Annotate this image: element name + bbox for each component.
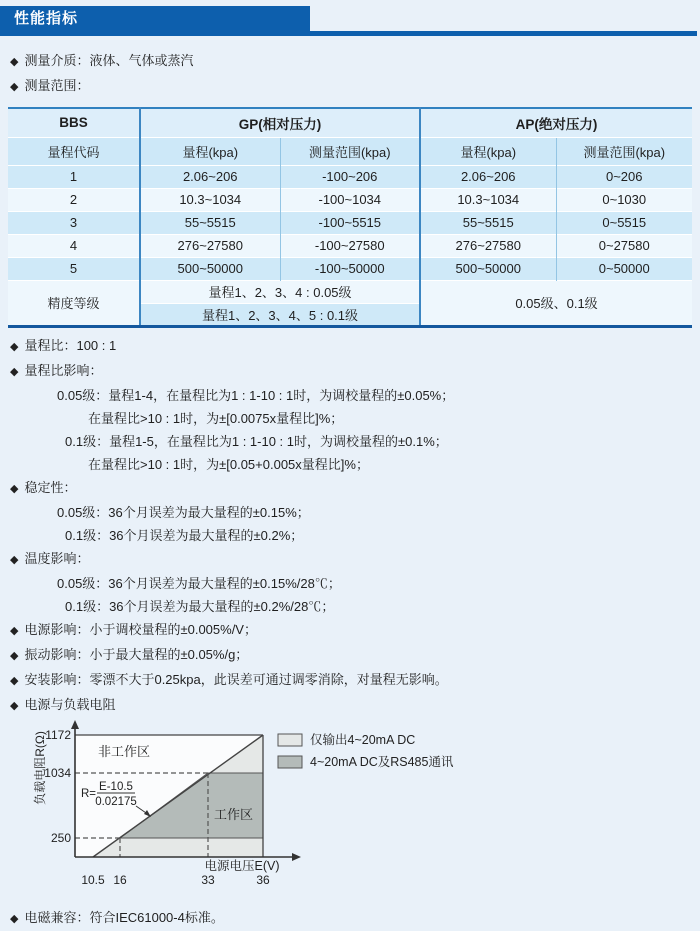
diamond-bullet-icon: ◆ <box>10 649 19 662</box>
legend-swatch-dark <box>278 756 302 768</box>
diamond-bullet-icon: ◆ <box>10 553 19 566</box>
sub-header: 测量范围(kpa) <box>280 137 420 165</box>
table-row <box>8 257 692 280</box>
accuracy-ap: 0.05级、0.1级 <box>420 280 692 326</box>
x-tick-16: 16 <box>113 872 127 887</box>
cell: -100~5515 <box>280 211 420 234</box>
cell: 2.06~206 <box>420 165 556 188</box>
table-row <box>8 165 692 188</box>
spec-text: 在量程比>10 : 1时，为±[0.05+0.005x量程比]%； <box>88 456 369 472</box>
y-tick-1034: 1034 <box>44 765 71 780</box>
x-axis-arrow-icon <box>292 853 301 861</box>
top-bullet-list <box>10 49 700 99</box>
page-title: 性能指标 <box>0 6 310 31</box>
spec-line <box>10 524 700 547</box>
spec-text: 测量范围： <box>24 78 90 93</box>
diamond-bullet-icon: ◆ <box>10 674 19 687</box>
spec-text: 电源影响：小于调校量程的±0.005%/V； <box>24 621 257 637</box>
spec-text: 振动影响：小于最大量程的±0.05%/g； <box>24 646 249 662</box>
cell: 500~50000 <box>140 257 280 280</box>
spec-text: 在量程比>10 : 1时，为±[0.0075x量程比]%； <box>88 410 344 426</box>
spec-line <box>10 547 700 572</box>
formula-denominator: 0.02175 <box>95 795 137 808</box>
legend-swatch-light <box>278 734 302 746</box>
formula-prefix: R= <box>81 787 97 800</box>
diamond-bullet-icon: ◆ <box>10 699 19 712</box>
spec-line <box>10 693 700 718</box>
sub-header: 测量范围(kpa) <box>556 137 692 165</box>
diamond-bullet-icon: ◆ <box>10 365 19 378</box>
spec-line <box>10 668 700 693</box>
spec-text: 稳定性： <box>24 479 77 495</box>
header-underline-strip <box>0 31 697 36</box>
spec-text: 量程比影响： <box>24 362 103 378</box>
cell: -100~50000 <box>280 257 420 280</box>
cell: 0~5515 <box>556 211 692 234</box>
legend-dark-label: 4~20mA DC及RS485通讯 <box>310 754 454 769</box>
spec-line <box>10 430 700 453</box>
spec-line <box>10 74 700 99</box>
cell: 0~50000 <box>556 257 692 280</box>
spec-text: 0.05级：36个月误差为最大量程的±0.15%/28℃； <box>57 575 341 591</box>
col-header-bbs: BBS <box>8 108 140 137</box>
accuracy-gp-line1: 量程1、2、3、4 : 0.05级 <box>140 280 420 303</box>
x-tick-10-5: 10.5 <box>81 872 105 887</box>
spec-line <box>10 643 700 668</box>
spec-text: 测量介质：液体、气体或蒸汽 <box>24 53 194 68</box>
footer-emc-line <box>10 906 700 931</box>
spec-text: 0.1级：36个月误差为最大量程的±0.2%； <box>65 527 304 543</box>
cell: 276~27580 <box>140 234 280 257</box>
cell: 55~5515 <box>140 211 280 234</box>
spec-line <box>10 49 700 74</box>
y-axis-label: 负载电阻R(Ω) <box>33 730 47 805</box>
formula-numerator: E-10.5 <box>99 780 133 793</box>
spec-line <box>10 359 700 384</box>
spec-line <box>10 407 700 430</box>
diamond-bullet-icon: ◆ <box>10 624 19 637</box>
spec-text: 安装影响：零漂不大于0.25kpa，此误差可通过调零消除，对量程无影响。 <box>24 671 448 687</box>
cell: -100~27580 <box>280 234 420 257</box>
accuracy-row-1 <box>8 280 692 303</box>
diamond-bullet-icon: ◆ <box>10 81 19 93</box>
cell: 0~27580 <box>556 234 692 257</box>
legend-light-label: 仅输出4~20mA DC <box>310 732 416 747</box>
spec-text: 温度影响： <box>24 550 90 566</box>
cell: 3 <box>8 211 140 234</box>
spec-line <box>10 595 700 618</box>
y-tick-250: 250 <box>50 830 71 845</box>
spec-line <box>10 572 700 595</box>
cell: -100~1034 <box>280 188 420 211</box>
cell: 2.06~206 <box>140 165 280 188</box>
spec-list <box>10 334 700 718</box>
spec-line <box>10 476 700 501</box>
x-axis-label: 电源电压E(V) <box>204 858 280 873</box>
diamond-bullet-icon: ◆ <box>10 912 19 925</box>
cell: 0~1030 <box>556 188 692 211</box>
spec-text: 电源与负载电阻 <box>24 696 116 712</box>
spec-text: 电磁兼容：符合IEC61000-4标准。 <box>24 909 224 925</box>
spec-line <box>10 618 700 643</box>
region-nonworking-label: 非工作区 <box>98 743 151 759</box>
table-row <box>8 234 692 257</box>
cell: 500~50000 <box>420 257 556 280</box>
table-row <box>8 211 692 234</box>
sub-header: 量程(kpa) <box>420 137 556 165</box>
pressure-range-table <box>8 107 692 328</box>
section-header <box>0 6 700 36</box>
table-row <box>8 188 692 211</box>
col-header-gp: GP(相对压力) <box>140 108 420 137</box>
table-group-header-row <box>8 108 692 137</box>
chart-svg <box>30 720 570 895</box>
cell: 10.3~1034 <box>420 188 556 211</box>
cell: 1 <box>8 165 140 188</box>
spec-text: 0.1级：量程1-5，在量程比为1 : 1-10 : 1时，为调校量程的±0.1%； <box>65 433 448 449</box>
spec-line <box>10 384 700 407</box>
x-tick-36: 36 <box>256 872 270 887</box>
cell: -100~206 <box>280 165 420 188</box>
spec-text: 0.1级：36个月误差为最大量程的±0.2%/28℃； <box>65 598 335 614</box>
y-axis-arrow-icon <box>71 720 79 729</box>
cell: 5 <box>8 257 140 280</box>
load-resistance-chart <box>30 720 700 900</box>
diamond-bullet-icon: ◆ <box>10 340 19 353</box>
x-tick-33: 33 <box>201 872 215 887</box>
region-working-label: 工作区 <box>214 806 254 822</box>
cell: 4 <box>8 234 140 257</box>
spec-text: 量程比：100 : 1 <box>24 337 117 353</box>
diamond-bullet-icon: ◆ <box>10 56 19 68</box>
cell: 0~206 <box>556 165 692 188</box>
spec-line <box>10 453 700 476</box>
cell: 10.3~1034 <box>140 188 280 211</box>
col-header-ap: AP(绝对压力) <box>420 108 692 137</box>
sub-header: 量程代码 <box>8 137 140 165</box>
spec-line <box>10 501 700 524</box>
y-tick-1172: 1172 <box>45 727 71 742</box>
sub-header: 量程(kpa) <box>140 137 280 165</box>
cell: 2 <box>8 188 140 211</box>
spec-text: 0.05级：量程1-4，在量程比为1 : 1-10 : 1时，为调校量程的±0.05%； <box>57 387 455 403</box>
spec-line <box>10 334 700 359</box>
cell: 276~27580 <box>420 234 556 257</box>
accuracy-label: 精度等级 <box>8 280 140 326</box>
spec-text: 0.05级：36个月误差为最大量程的±0.15%； <box>57 504 310 520</box>
accuracy-gp-line2: 量程1、2、3、4、5 : 0.1级 <box>140 303 420 326</box>
table-sub-header-row <box>8 137 692 165</box>
diamond-bullet-icon: ◆ <box>10 482 19 495</box>
cell: 55~5515 <box>420 211 556 234</box>
